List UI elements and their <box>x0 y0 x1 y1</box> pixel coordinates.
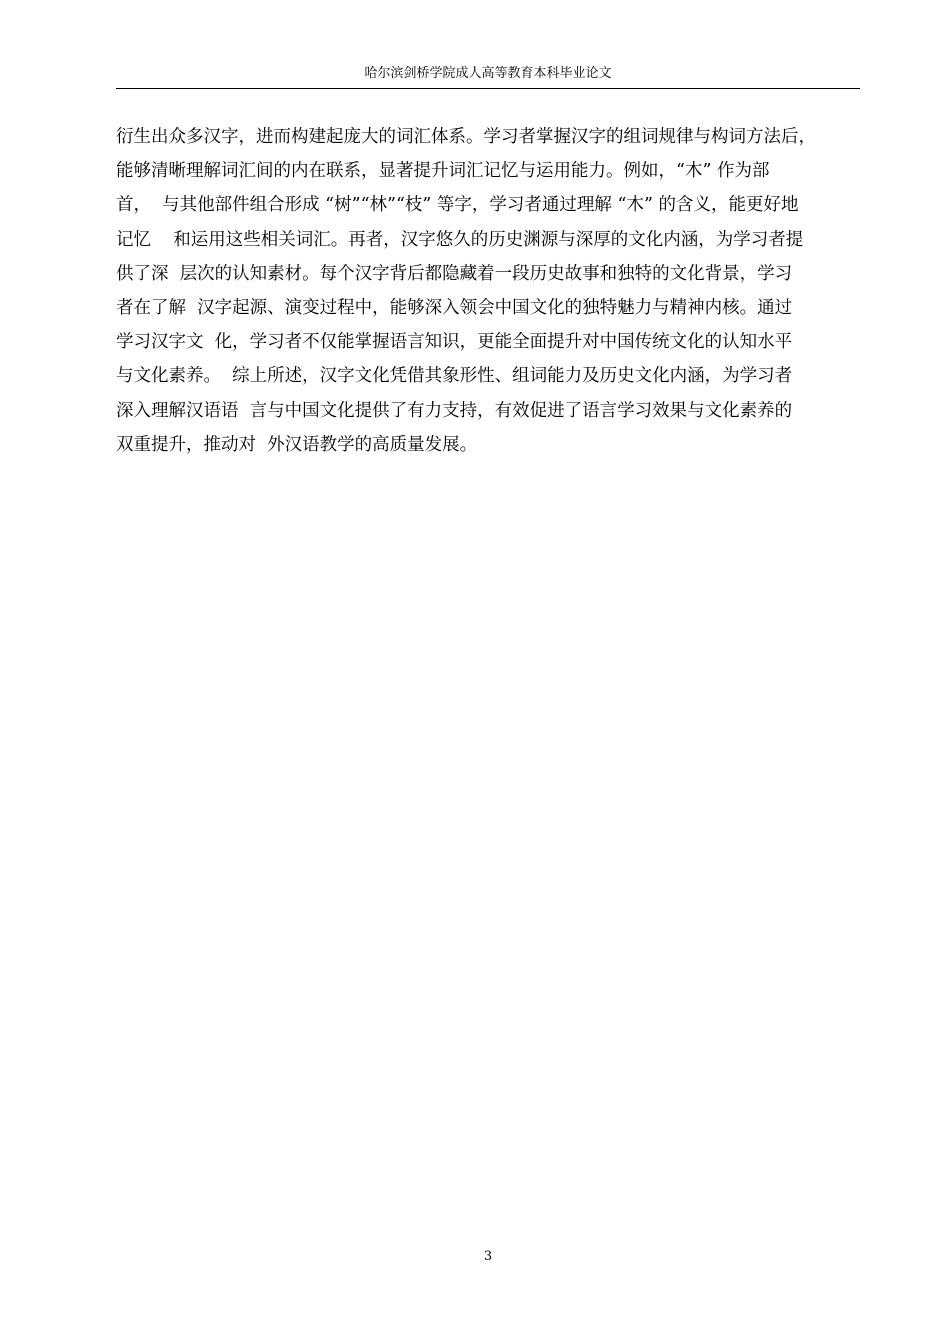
text-line: 供了深 层次的认知素材。每个汉字背后都隐藏着一段历史故事和独特的文化背景，学习 <box>116 263 793 284</box>
text-line: 衍生出众多汉字，进而构建起庞大的词汇体系。学习者掌握汉字的组词规律与构词方法后， <box>116 127 816 147</box>
page-header <box>116 64 860 89</box>
text-line: 能够清晰理解词汇间的内在联系，显著提升词汇记忆与运用能力。例如，“木” 作为部 <box>116 161 770 182</box>
body-paragraph <box>116 120 866 462</box>
text-line: 者在了解 汉字起源、演变过程中，能够深入领会中国文化的独特魅力与精神内核。通过 <box>116 297 793 318</box>
text-line: 与文化素养。 综上所述，汉字文化凭借其象形性、组词能力及历史文化内涵，为学习者 <box>116 366 793 387</box>
text-line: 首， 与其他部件组合形成 “树”“林”“枝” 等字，学习者通过理解 “木” 的含义，能更好地 <box>116 195 799 216</box>
page-number: 3 <box>483 1249 493 1264</box>
text-line: 深入理解汉语语 言与中国文化提供了有力支持，有效促进了语言学习效果与文化素养的 <box>116 400 793 421</box>
text-line: 学习汉字文 化，学习者不仅能掌握语言知识，更能全面提升对中国传统文化的认知水平 <box>116 332 793 353</box>
text-line: 双重提升，推动对 外汉语教学的高质量发展。 <box>116 434 478 455</box>
header-title: 哈尔滨剑桥学院成人高等教育本科毕业论文 <box>364 66 612 81</box>
text-line: 记忆 和运用这些相关词汇。再者，汉字悠久的历史渊源与深厚的文化内涵，为学习者提 <box>116 229 804 250</box>
